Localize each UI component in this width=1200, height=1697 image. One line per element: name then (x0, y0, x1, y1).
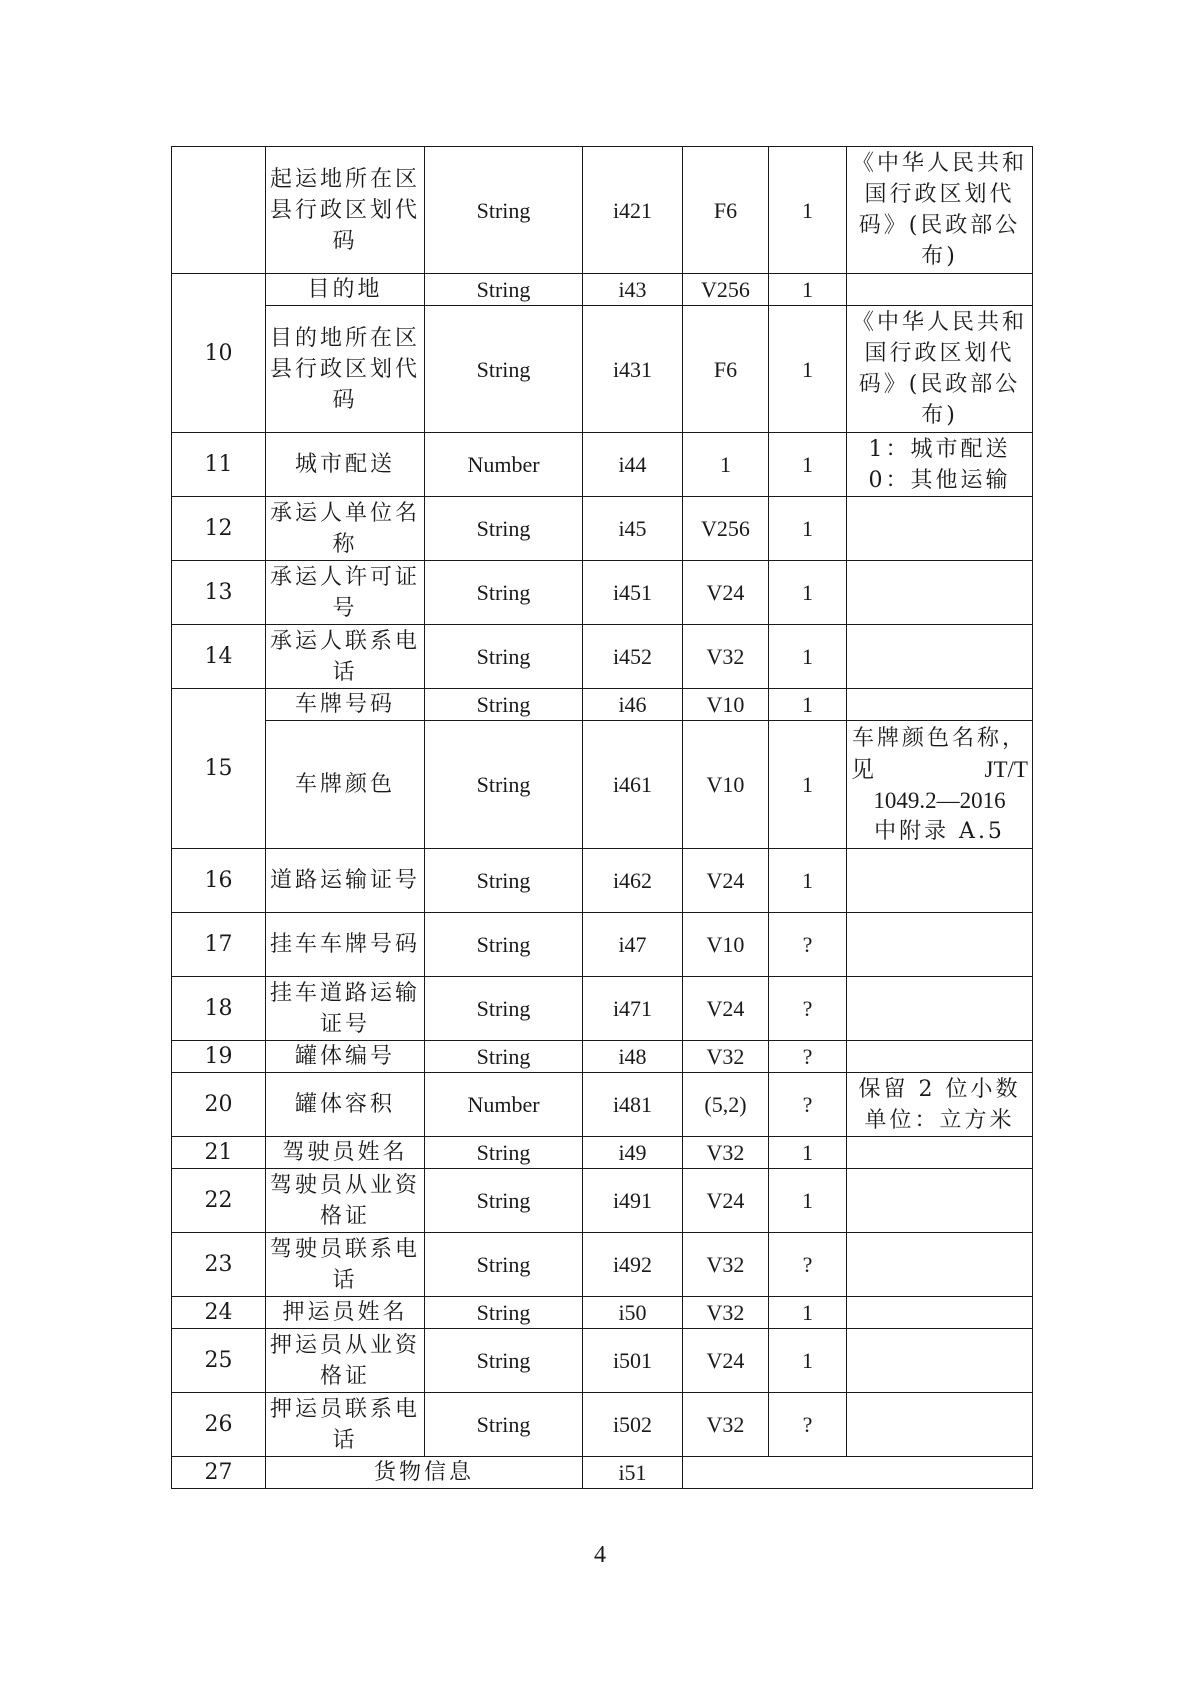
remark-line: 1049.2—2016 (873, 787, 1006, 813)
remark-word: JT/T (984, 756, 1028, 782)
element-name-cell: 车牌号码 (266, 689, 425, 721)
remark-cell (847, 689, 1033, 721)
element-code-cell: i452 (583, 625, 683, 689)
table-row (172, 1393, 1033, 1457)
row-number-cell: 23 (172, 1233, 266, 1297)
element-code-cell: i47 (583, 913, 683, 977)
row-number-cell: 14 (172, 625, 266, 689)
remark-cell (847, 1137, 1033, 1169)
element-code-cell: i51 (583, 1457, 683, 1489)
table-row (172, 497, 1033, 561)
element-name-cell: 承运人许可证号 (266, 561, 425, 625)
occurrence-cell: ? (769, 1393, 847, 1457)
element-name-cell: 目的地 (266, 274, 425, 306)
data-type-cell: String (425, 1297, 583, 1329)
data-type-cell: String (425, 497, 583, 561)
element-code-cell: i492 (583, 1233, 683, 1297)
occurrence-cell: 1 (769, 1329, 847, 1393)
element-code-cell: i49 (583, 1137, 683, 1169)
data-type-cell: String (425, 561, 583, 625)
row-number-cell: 25 (172, 1329, 266, 1393)
table-row (172, 721, 1033, 849)
format-cell: 1 (683, 433, 769, 497)
row-number-cell (172, 147, 266, 274)
remark-cell (847, 1393, 1033, 1457)
table-row (172, 433, 1033, 497)
data-type-cell: String (425, 1393, 583, 1457)
remark-cell (847, 977, 1033, 1041)
row-number-cell: 22 (172, 1169, 266, 1233)
element-name-cell: 起运地所在区县行政区划代码 (266, 147, 425, 274)
remark-line: 单位：立方米 (864, 1107, 1015, 1133)
table-row (172, 1041, 1033, 1073)
data-type-cell: String (425, 1137, 583, 1169)
element-name-cell: 驾驶员姓名 (266, 1137, 425, 1169)
table-row (172, 689, 1033, 721)
table-row (172, 1329, 1033, 1393)
element-name-cell: 承运人单位名称 (266, 497, 425, 561)
element-name-cell: 城市配送 (266, 433, 425, 497)
element-name-cell: 押运员从业资格证 (266, 1329, 425, 1393)
element-name-cell: 驾驶员联系电话 (266, 1233, 425, 1297)
data-type-cell: String (425, 625, 583, 689)
element-name-cell: 押运员联系电话 (266, 1393, 425, 1457)
table-row (172, 1169, 1033, 1233)
format-cell: V32 (683, 1297, 769, 1329)
table-row (172, 1073, 1033, 1137)
remark-line (851, 754, 1028, 785)
element-code-cell: i46 (583, 689, 683, 721)
data-type-cell: String (425, 849, 583, 913)
remark-cell (847, 1073, 1033, 1137)
remark-line: 保留 2 位小数 (858, 1076, 1021, 1102)
remark-cell (847, 913, 1033, 977)
occurrence-cell: 1 (769, 1297, 847, 1329)
table-row (172, 1457, 1033, 1489)
element-name-cell: 驾驶员从业资格证 (266, 1169, 425, 1233)
data-type-cell: String (425, 274, 583, 306)
occurrence-cell: ? (769, 1073, 847, 1137)
element-code-cell: i471 (583, 977, 683, 1041)
format-cell: V32 (683, 1393, 769, 1457)
remark-line: 车牌颜色名称， (851, 725, 1027, 751)
row-number-cell: 17 (172, 913, 266, 977)
remark-cell (847, 1169, 1033, 1233)
row-number-cell: 27 (172, 1457, 266, 1489)
occurrence-cell: 1 (769, 689, 847, 721)
element-code-cell: i421 (583, 147, 683, 274)
element-name-cell: 押运员姓名 (266, 1297, 425, 1329)
data-type-cell: String (425, 721, 583, 849)
format-cell: V24 (683, 1329, 769, 1393)
format-cell: V32 (683, 1137, 769, 1169)
occurrence-cell: 1 (769, 1169, 847, 1233)
table-row (172, 625, 1033, 689)
data-type-cell: String (425, 1041, 583, 1073)
occurrence-cell: 1 (769, 497, 847, 561)
element-name-cell: 道路运输证号 (266, 849, 425, 913)
row-number-cell: 15 (172, 689, 266, 849)
row-number-cell: 24 (172, 1297, 266, 1329)
row-number-cell: 26 (172, 1393, 266, 1457)
format-cell: V24 (683, 849, 769, 913)
remark-cell (847, 1041, 1033, 1073)
table-row (172, 1233, 1033, 1297)
row-number-cell: 13 (172, 561, 266, 625)
row-number-cell: 10 (172, 274, 266, 433)
element-code-cell: i45 (583, 497, 683, 561)
occurrence-cell: 1 (769, 147, 847, 274)
format-cell: V24 (683, 1169, 769, 1233)
format-cell: V10 (683, 689, 769, 721)
occurrence-cell: 1 (769, 306, 847, 433)
table-row (172, 561, 1033, 625)
remark-line: 0：其他运输 (868, 467, 1011, 493)
data-type-cell: String (425, 1329, 583, 1393)
format-cell: F6 (683, 306, 769, 433)
occurrence-cell: ? (769, 1041, 847, 1073)
remark-cell (847, 497, 1033, 561)
element-code-cell: i462 (583, 849, 683, 913)
table-row (172, 274, 1033, 306)
data-type-cell: String (425, 977, 583, 1041)
row-number-cell: 11 (172, 433, 266, 497)
occurrence-cell: 1 (769, 561, 847, 625)
table-row (172, 849, 1033, 913)
row-number-cell: 20 (172, 1073, 266, 1137)
remark-cell: 《中华人民共和国行政区划代码》(民政部公布) (847, 147, 1033, 274)
table-row (172, 977, 1033, 1041)
element-name-cell: 货物信息 (266, 1457, 583, 1489)
remark-cell (847, 849, 1033, 913)
occurrence-cell: 1 (769, 274, 847, 306)
element-name-cell: 目的地所在区县行政区划代码 (266, 306, 425, 433)
element-name-cell: 罐体编号 (266, 1041, 425, 1073)
element-code-cell: i44 (583, 433, 683, 497)
data-type-cell: String (425, 306, 583, 433)
occurrence-cell: 1 (769, 849, 847, 913)
data-type-cell: Number (425, 433, 583, 497)
element-name-cell: 罐体容积 (266, 1073, 425, 1137)
remark-cell: 《中华人民共和国行政区划代码》(民政部公布) (847, 306, 1033, 433)
occurrence-cell: 1 (769, 1137, 847, 1169)
element-code-cell: i451 (583, 561, 683, 625)
element-code-cell: i431 (583, 306, 683, 433)
row-number-cell: 16 (172, 849, 266, 913)
data-type-cell: String (425, 1169, 583, 1233)
remark-cell (847, 625, 1033, 689)
data-type-cell: Number (425, 1073, 583, 1137)
format-cell: V10 (683, 913, 769, 977)
occurrence-cell: ? (769, 1233, 847, 1297)
data-element-table (171, 146, 1033, 1489)
page-number: 4 (594, 1542, 606, 1568)
row-number-cell: 21 (172, 1137, 266, 1169)
row-number-cell: 12 (172, 497, 266, 561)
remark-cell (847, 721, 1033, 849)
remark-cell (847, 1297, 1033, 1329)
element-code-cell: i491 (583, 1169, 683, 1233)
remark-cell (847, 433, 1033, 497)
format-cell: V256 (683, 274, 769, 306)
element-code-cell: i461 (583, 721, 683, 849)
table-row (172, 1137, 1033, 1169)
row-number-cell: 18 (172, 977, 266, 1041)
empty-cell (683, 1457, 1033, 1489)
occurrence-cell: ? (769, 977, 847, 1041)
element-name-cell: 挂车车牌号码 (266, 913, 425, 977)
element-code-cell: i502 (583, 1393, 683, 1457)
table-row (172, 147, 1033, 274)
format-cell: (5,2) (683, 1073, 769, 1137)
format-cell: V32 (683, 1041, 769, 1073)
occurrence-cell: 1 (769, 433, 847, 497)
element-name-cell: 承运人联系电话 (266, 625, 425, 689)
format-cell: V24 (683, 561, 769, 625)
remark-cell (847, 1233, 1033, 1297)
remark-line: 中附录 A.5 (874, 818, 1005, 844)
element-code-cell: i50 (583, 1297, 683, 1329)
element-name-cell: 车牌颜色 (266, 721, 425, 849)
data-type-cell: String (425, 1233, 583, 1297)
data-type-cell: String (425, 913, 583, 977)
occurrence-cell: 1 (769, 721, 847, 849)
table-row (172, 1297, 1033, 1329)
remark-cell (847, 561, 1033, 625)
row-number-cell: 19 (172, 1041, 266, 1073)
data-type-cell: String (425, 689, 583, 721)
occurrence-cell: 1 (769, 625, 847, 689)
format-cell: V256 (683, 497, 769, 561)
table-row (172, 913, 1033, 977)
format-cell: F6 (683, 147, 769, 274)
remark-cell (847, 274, 1033, 306)
format-cell: V24 (683, 977, 769, 1041)
remark-line: 1：城市配送 (868, 436, 1011, 462)
element-code-cell: i48 (583, 1041, 683, 1073)
format-cell: V10 (683, 721, 769, 849)
element-code-cell: i501 (583, 1329, 683, 1393)
occurrence-cell: ? (769, 913, 847, 977)
element-code-cell: i481 (583, 1073, 683, 1137)
table-row (172, 306, 1033, 433)
format-cell: V32 (683, 1233, 769, 1297)
remark-word: 见 (851, 756, 877, 782)
remark-cell (847, 1329, 1033, 1393)
element-name-cell: 挂车道路运输证号 (266, 977, 425, 1041)
data-type-cell: String (425, 147, 583, 274)
format-cell: V32 (683, 625, 769, 689)
element-code-cell: i43 (583, 274, 683, 306)
